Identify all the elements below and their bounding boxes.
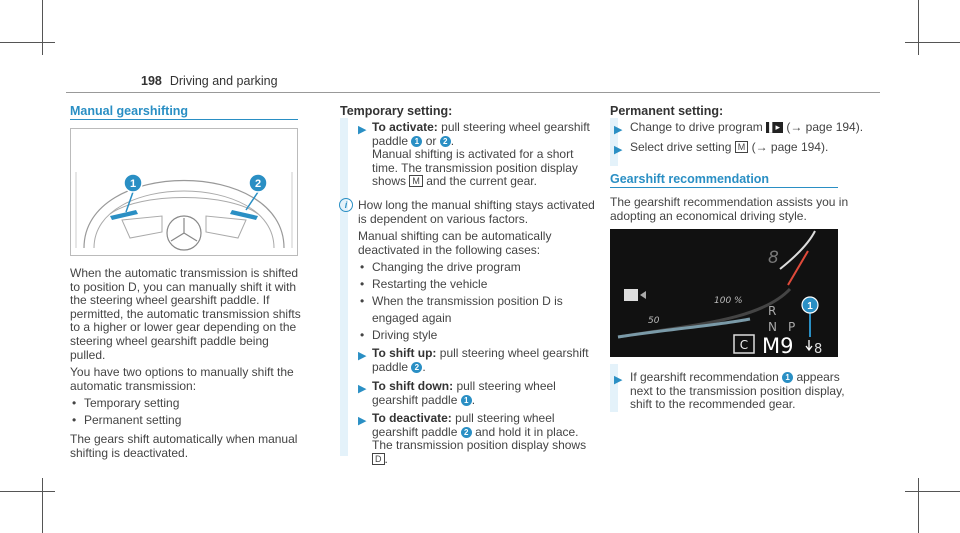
callout-icon: 2 — [461, 427, 472, 438]
transmission-symbol: M — [735, 141, 749, 153]
step-tint-bar — [610, 364, 618, 412]
gear-p: P — [788, 320, 796, 334]
temporary-setting-heading: Temporary setting: — [340, 104, 453, 118]
section-title: Driving and parking — [169, 74, 278, 88]
recommended-gear: 8 — [814, 342, 823, 357]
gauge-50-label: 50 — [648, 316, 660, 326]
page-number: 198 — [141, 74, 162, 88]
speed-digit: 8 — [768, 248, 779, 268]
gear-r: R — [768, 304, 777, 318]
select-drive-setting-step: Select drive setting M (→ page 194). — [630, 140, 829, 154]
callout-icon: 1 — [411, 136, 422, 147]
options-list — [70, 395, 306, 429]
gearshift-recommendation-heading: Gearshift recommendation — [610, 172, 770, 186]
permanent-setting-heading: Permanent setting: — [610, 104, 724, 118]
header-rule — [66, 92, 880, 93]
list-item: • Temporary setting — [70, 395, 306, 412]
list-item: • Changing the drive program — [358, 259, 598, 276]
intro-paragraph: When the automatic transmission is shifted to position D, you can manually shift it with the steering wheel gearshift paddle. If permitted, the automatic transmission shifts to a higher or lower gear depending on the steering wheel gearshift paddle being pulled. — [70, 266, 301, 362]
heading-rule — [610, 187, 838, 188]
crop-mark — [0, 42, 55, 43]
list-item: • Restarting the vehicle — [358, 276, 598, 293]
instrument-cluster-illustration — [610, 229, 838, 357]
closing-paragraph: The gears shift automatically when manual shifting is deactivated. — [70, 432, 298, 460]
left-body — [70, 267, 306, 461]
shift-down-step: To shift down: pull steering wheel gearshift paddle 1 . — [372, 379, 556, 407]
cases-list — [358, 259, 598, 344]
callout-1: 1 — [807, 301, 813, 312]
manual-gearshifting-heading: Manual gearshifting — [70, 104, 189, 118]
crop-mark — [905, 491, 960, 492]
recommendation-intro: The gearshift recommendation assists you in adopting an economical driving style. — [610, 195, 849, 223]
activate-step: To activate: pull steering wheel gearshift paddle 1 or 2 . Manual shifting is activated for a short time. The transmission position display shows M and the current gear. — [372, 120, 590, 189]
list-item: • When the transmission position D is engaged again — [358, 293, 598, 327]
crop-mark — [42, 478, 43, 533]
gear-n: N — [768, 320, 777, 334]
transmission-symbol: D — [372, 453, 385, 465]
recommendation-step: If gearshift recommendation 1 appears next to the transmission position display, shift to the recommended gear. — [630, 370, 845, 412]
step-tint-bar — [340, 118, 348, 456]
gear-m9: M9 — [762, 334, 794, 357]
page-header — [141, 74, 278, 88]
callout-icon: 1 — [461, 395, 472, 406]
options-intro: You have two options to manually shift the automatic transmission: — [70, 365, 294, 393]
step-arrow-icon: ▶ — [358, 415, 367, 427]
step-arrow-icon: ▶ — [358, 124, 367, 136]
gauge-100-label: 100 % — [714, 296, 743, 306]
crop-mark — [918, 0, 919, 55]
list-item: • Driving style — [358, 327, 598, 344]
steering-wheel-illustration — [70, 128, 298, 256]
step-arrow-icon: ▶ — [614, 124, 623, 136]
crop-mark — [0, 491, 55, 492]
deactivate-step: To deactivate: pull steering wheel gearshift paddle 2 and hold it in place. The transmission position display shows D . — [372, 411, 587, 466]
note-block: How long the manual shifting stays activated is dependent on various factors. Manual shifting can be automatically deactivated in the following cases: • Changing the drive program • Restarting the vehicle • When the transmission position D is engaged again • Driving style — [358, 199, 598, 344]
callout-1: 1 — [129, 178, 137, 190]
callout-icon: 2 — [440, 136, 451, 147]
change-program-step: Change to drive program ▌▸ (→ page 194). — [630, 120, 864, 134]
drive-mode-c: C — [739, 338, 749, 352]
step-arrow-icon: ▶ — [358, 383, 367, 395]
info-icon: i — [339, 198, 353, 212]
transmission-symbol: M — [409, 175, 423, 187]
crop-mark — [918, 478, 919, 533]
step-arrow-icon: ▶ — [358, 350, 367, 362]
drive-program-icon: ▌▸ — [766, 122, 783, 133]
callout-icon: 2 — [411, 362, 422, 373]
shift-up-step: To shift up: pull steering wheel gearshift paddle 2 . — [372, 346, 589, 374]
step-arrow-icon: ▶ — [614, 374, 623, 386]
callout-2: 2 — [254, 178, 262, 190]
callout-icon: 1 — [782, 372, 793, 383]
step-arrow-icon: ▶ — [614, 144, 623, 156]
list-item: • Permanent setting — [70, 412, 306, 429]
crop-mark — [905, 42, 960, 43]
heading-rule — [70, 119, 298, 120]
crop-mark — [42, 0, 43, 55]
